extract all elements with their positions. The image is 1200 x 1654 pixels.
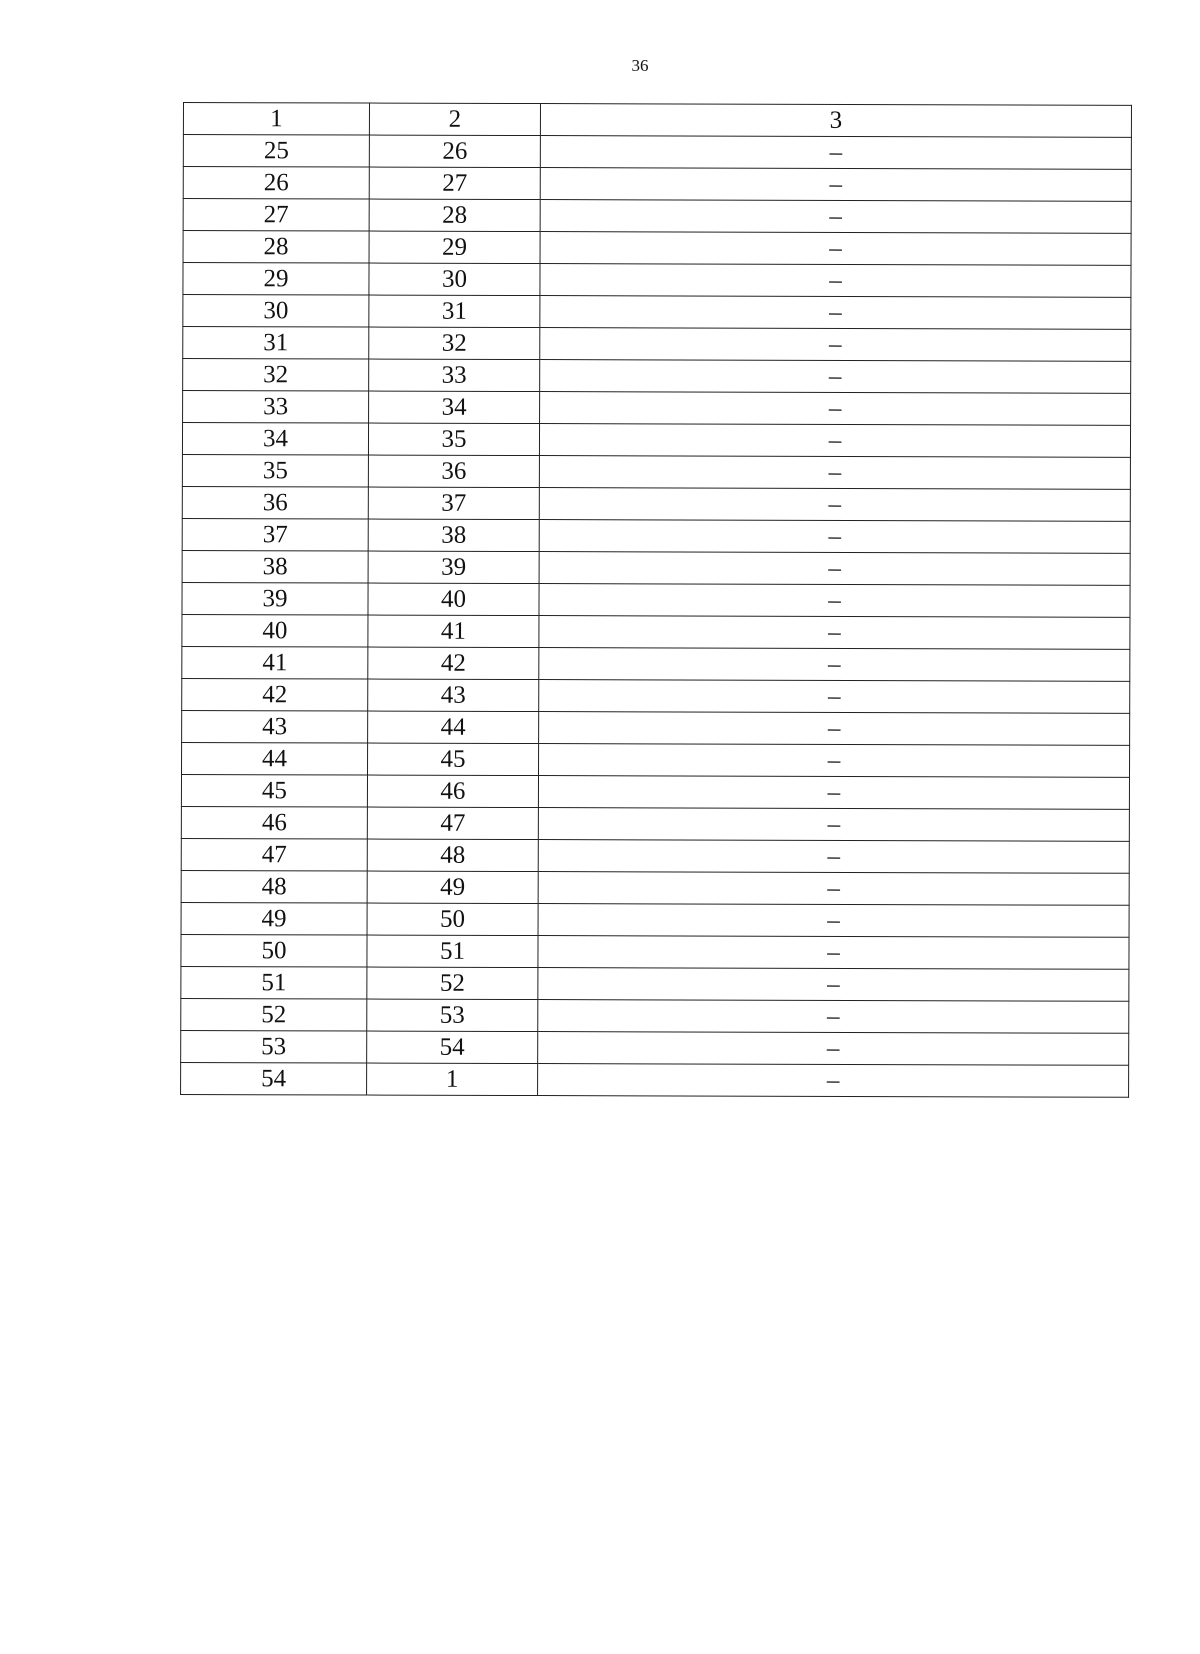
table-row xyxy=(181,934,1129,969)
table-cell-col-2: 44 xyxy=(368,711,539,744)
table-cell-col-3: – xyxy=(538,1064,1129,1098)
table-row xyxy=(181,966,1129,1001)
table-cell-col-2: 1 xyxy=(367,1063,538,1096)
table-cell-col-1: 44 xyxy=(182,742,368,775)
table-row xyxy=(182,646,1130,681)
table-cell-col-1: 28 xyxy=(183,231,369,264)
table-cell-col-2: 35 xyxy=(368,423,539,456)
column-header-3: 3 xyxy=(540,104,1131,138)
table-cell-col-3: – xyxy=(538,776,1129,810)
table-cell-col-3: – xyxy=(540,328,1131,362)
column-header-2: 2 xyxy=(369,103,540,136)
table-cell-col-1: 29 xyxy=(183,263,369,296)
table-cell-col-3: – xyxy=(540,136,1131,170)
table-cell-col-2: 52 xyxy=(367,967,538,1000)
table-cell-col-3: – xyxy=(538,1000,1129,1034)
table-cell-col-2: 47 xyxy=(367,807,538,840)
table-row xyxy=(183,135,1131,170)
table-cell-col-1: 48 xyxy=(181,870,367,903)
table-cell-col-2: 45 xyxy=(368,743,539,776)
table-cell-col-2: 43 xyxy=(368,679,539,712)
table-cell-col-1: 37 xyxy=(182,518,368,551)
table-cell-col-2: 42 xyxy=(368,647,539,680)
table-cell-col-3: – xyxy=(539,552,1130,586)
table-cell-col-2: 51 xyxy=(367,935,538,968)
table-cell-col-3: – xyxy=(538,904,1129,938)
table-cell-col-3: – xyxy=(540,232,1131,266)
table-cell-col-3: – xyxy=(539,520,1130,554)
table-row xyxy=(181,998,1129,1033)
table-cell-col-1: 41 xyxy=(182,646,368,679)
table-row xyxy=(183,231,1131,266)
table-cell-col-1: 25 xyxy=(183,135,369,168)
table-row xyxy=(183,295,1131,330)
table-row xyxy=(183,199,1131,234)
table-cell-col-3: – xyxy=(539,488,1130,522)
table-cell-col-3: – xyxy=(540,264,1131,298)
table-cell-col-3: – xyxy=(539,648,1130,682)
table-cell-col-3: – xyxy=(538,840,1129,874)
table-row xyxy=(181,1030,1129,1065)
table-cell-col-1: 27 xyxy=(183,199,369,232)
table-cell-col-3: – xyxy=(540,392,1131,426)
table-cell-col-1: 36 xyxy=(182,486,368,519)
table-cell-col-2: 39 xyxy=(368,551,539,584)
table-cell-col-2: 49 xyxy=(367,871,538,904)
table-cell-col-1: 32 xyxy=(183,359,369,392)
table-cell-col-2: 28 xyxy=(369,199,540,232)
table-row xyxy=(183,391,1131,426)
table-cell-col-2: 50 xyxy=(367,903,538,936)
table-cell-col-2: 32 xyxy=(369,327,540,360)
table-row xyxy=(181,870,1129,905)
table-row xyxy=(181,774,1129,809)
table-cell-col-2: 31 xyxy=(369,295,540,328)
table-row xyxy=(182,678,1130,713)
table-row xyxy=(183,167,1131,202)
table-body xyxy=(181,103,1132,1098)
table-cell-col-1: 26 xyxy=(183,167,369,200)
table-row xyxy=(182,742,1130,777)
table-cell-col-1: 40 xyxy=(182,614,368,647)
table-row xyxy=(181,806,1129,841)
table-cell-col-3: – xyxy=(539,456,1130,490)
table-row xyxy=(182,710,1130,745)
page-number: 36 xyxy=(631,56,649,75)
table-cell-col-3: – xyxy=(539,712,1130,746)
table-cell-col-3: – xyxy=(540,168,1131,202)
table-cell-col-1: 38 xyxy=(182,550,368,583)
table-cell-col-1: 34 xyxy=(182,423,368,456)
table-row xyxy=(182,582,1130,617)
table-cell-col-2: 33 xyxy=(369,359,540,392)
table-cell-col-2: 34 xyxy=(369,391,540,424)
table-cell-col-1: 51 xyxy=(181,966,367,999)
table-cell-col-2: 54 xyxy=(367,1031,538,1064)
table-cell-col-2: 38 xyxy=(368,519,539,552)
table-cell-col-1: 33 xyxy=(183,391,369,424)
table-cell-col-3: – xyxy=(540,200,1131,234)
table-cell-col-1: 43 xyxy=(182,710,368,743)
table-cell-col-1: 42 xyxy=(182,678,368,711)
table-row xyxy=(183,359,1131,394)
table-cell-col-2: 41 xyxy=(368,615,539,648)
column-header-1: 1 xyxy=(183,103,369,136)
table-cell-col-2: 36 xyxy=(368,455,539,488)
table-cell-col-2: 48 xyxy=(367,839,538,872)
table-cell-col-1: 50 xyxy=(181,934,367,967)
data-table xyxy=(180,102,1132,1098)
table-cell-col-2: 29 xyxy=(369,231,540,264)
table-row xyxy=(181,902,1129,937)
table-cell-col-3: – xyxy=(538,936,1129,970)
table-cell-col-1: 53 xyxy=(181,1030,367,1063)
table-row xyxy=(182,550,1130,585)
table-cell-col-2: 27 xyxy=(369,167,540,200)
table-cell-col-2: 30 xyxy=(369,263,540,296)
table-row xyxy=(182,454,1130,489)
table-cell-col-1: 31 xyxy=(183,327,369,360)
table-cell-col-3: – xyxy=(540,360,1131,394)
table-row xyxy=(183,327,1131,362)
table-cell-col-1: 45 xyxy=(181,774,367,807)
table-cell-col-3: – xyxy=(540,296,1131,330)
table-cell-col-3: – xyxy=(538,872,1129,906)
table-cell-col-1: 35 xyxy=(182,454,368,487)
table-row xyxy=(182,423,1130,458)
table-cell-col-2: 26 xyxy=(369,135,540,168)
table-cell-col-1: 30 xyxy=(183,295,369,328)
table-row xyxy=(181,1062,1129,1097)
table-cell-col-3: – xyxy=(539,744,1130,778)
table-cell-col-3: – xyxy=(538,968,1129,1002)
table-row xyxy=(182,486,1130,521)
table-cell-col-3: – xyxy=(538,1032,1129,1066)
table-row xyxy=(181,838,1129,873)
table-cell-col-2: 40 xyxy=(368,583,539,616)
table-cell-col-2: 53 xyxy=(367,999,538,1032)
table-cell-col-1: 49 xyxy=(181,902,367,935)
table-row xyxy=(182,518,1130,553)
table-cell-col-3: – xyxy=(539,424,1130,458)
table-cell-col-1: 47 xyxy=(181,838,367,871)
table-cell-col-1: 52 xyxy=(181,998,367,1031)
table-cell-col-3: – xyxy=(539,616,1130,650)
table-cell-col-2: 46 xyxy=(367,775,538,808)
table-row xyxy=(182,614,1130,649)
table-cell-col-3: – xyxy=(538,808,1129,842)
table-cell-col-3: – xyxy=(539,584,1130,618)
table-header-row xyxy=(183,103,1131,138)
table-cell-col-1: 54 xyxy=(181,1062,367,1095)
table-row xyxy=(183,263,1131,298)
table-cell-col-1: 39 xyxy=(182,582,368,615)
table-cell-col-3: – xyxy=(539,680,1130,714)
table-cell-col-2: 37 xyxy=(368,487,539,520)
table-cell-col-1: 46 xyxy=(181,806,367,839)
